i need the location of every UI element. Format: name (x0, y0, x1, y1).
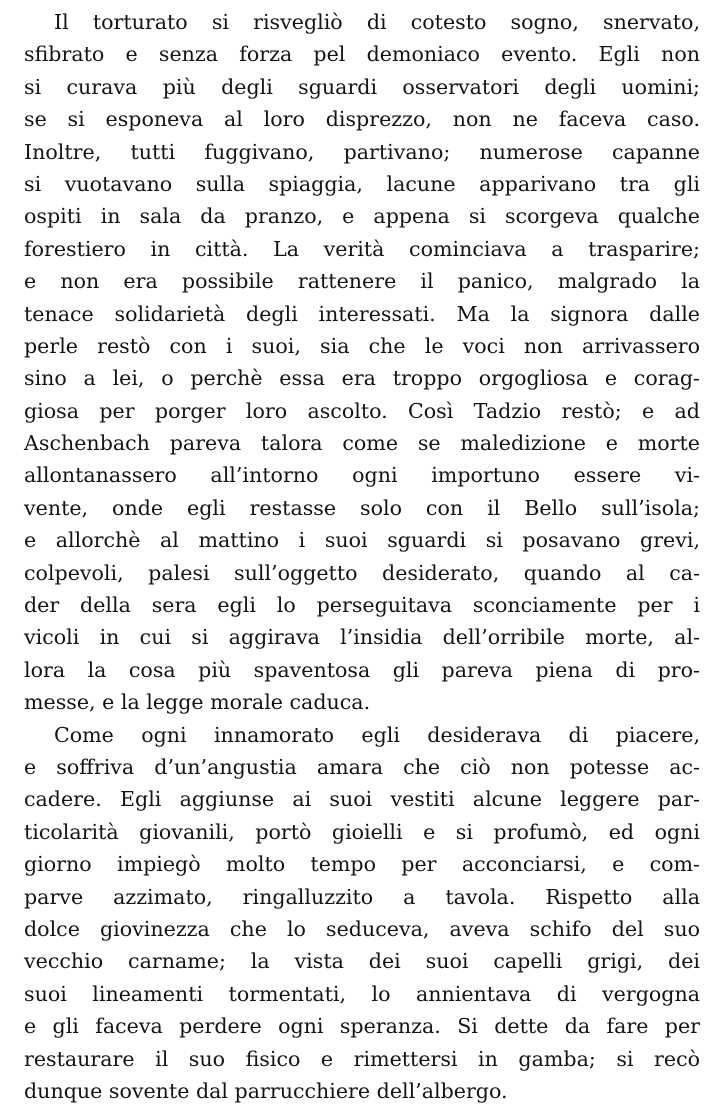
text-line: Il torturato si risvegliò di cotesto sogno, snervato, (54, 10, 700, 34)
text-line: e soffriva d’un’angustia amara che ciò non potesse ac- (24, 754, 700, 779)
text-line: suoi lineamenti tormentati, lo annientava di vergogna (24, 981, 700, 1006)
text-line: si vuotavano sulla spiaggia, lacune apparivano tra gli (24, 171, 700, 196)
text-line: e non era possibile rattenere il panico, malgrado la (24, 269, 700, 294)
text-line: allontanassero all’intorno ogni importuno essere vi- (24, 463, 700, 488)
text-line: perle restò con i suoi, sia che le voci non arrivassero (24, 333, 700, 358)
text-line: restaurare il suo fisico e rimettersi in gamba; si recò (24, 1046, 700, 1071)
text-line: e gli faceva perdere ogni speranza. Si dette da fare per (24, 1014, 700, 1039)
text-line: ticolarità giovanili, portò gioielli e si profumò, ed ogni (24, 819, 700, 844)
text-line: Aschenbach pareva talora come se maledizione e morte (24, 431, 700, 456)
text-line: vente, onde egli restasse solo con il Bello sull’isola; (24, 495, 700, 520)
text-line: giorno impiegò molto tempo per acconciarsi, e com- (24, 852, 700, 877)
text-line: colpevoli, palesi sull’oggetto desiderato, quando al ca- (24, 560, 700, 585)
text-line: forestiero in città. La verità cominciava a trasparire; (24, 236, 700, 261)
text-line: cadere. Egli aggiunse ai suoi vestiti alcune leggere par- (24, 787, 700, 812)
text-line: si curava più degli sguardi osservatori degli uomini; (24, 74, 700, 99)
text-line: sino a lei, o perchè essa era troppo orgogliosa e corag- (24, 366, 700, 391)
text-line: ospiti in sala da pranzo, e appena si scorgeva qualche (24, 204, 700, 229)
paragraph-2 (24, 719, 700, 1107)
text-line: se si esponeva al loro disprezzo, non ne faceva caso. (24, 107, 700, 132)
text-line: dolce giovinezza che lo seduceva, aveva schifo del suo (24, 916, 700, 941)
text-line: sfibrato e senza forza pel demoniaco evento. Egli non (24, 42, 700, 67)
paragraph-1 (24, 6, 700, 719)
text-line: parve azzimato, ringalluzzito a tavola. Rispetto alla (24, 884, 700, 909)
text-line: e allorchè al mattino i suoi sguardi si posavano grevi, (24, 528, 700, 553)
text-line: vecchio carname; la vista dei suoi capelli grigi, dei (24, 949, 700, 974)
text-line: Inoltre, tutti fuggivano, partivano; numerose capanne (24, 139, 700, 164)
text-line: messe, e la legge morale caduca. (24, 690, 371, 715)
text-line: giosa per porger loro ascolto. Così Tadzio restò; e ad (24, 398, 700, 423)
text-line: dunque sovente dal parrucchiere dell’albergo. (24, 1078, 508, 1103)
text-line: vicoli in cui si aggirava l’insidia dell’orribile morte, al- (24, 625, 700, 650)
text-line: lora la cosa più spaventosa gli pareva piena di pro- (24, 657, 700, 682)
text-line: tenace solidarietà degli interessati. Ma la signora dalle (24, 301, 700, 326)
text-line: Come ogni innamorato egli desiderava di piacere, (54, 722, 700, 747)
text-line: der della sera egli lo perseguitava sconciamente per i (24, 593, 700, 618)
book-page (24, 6, 700, 1107)
